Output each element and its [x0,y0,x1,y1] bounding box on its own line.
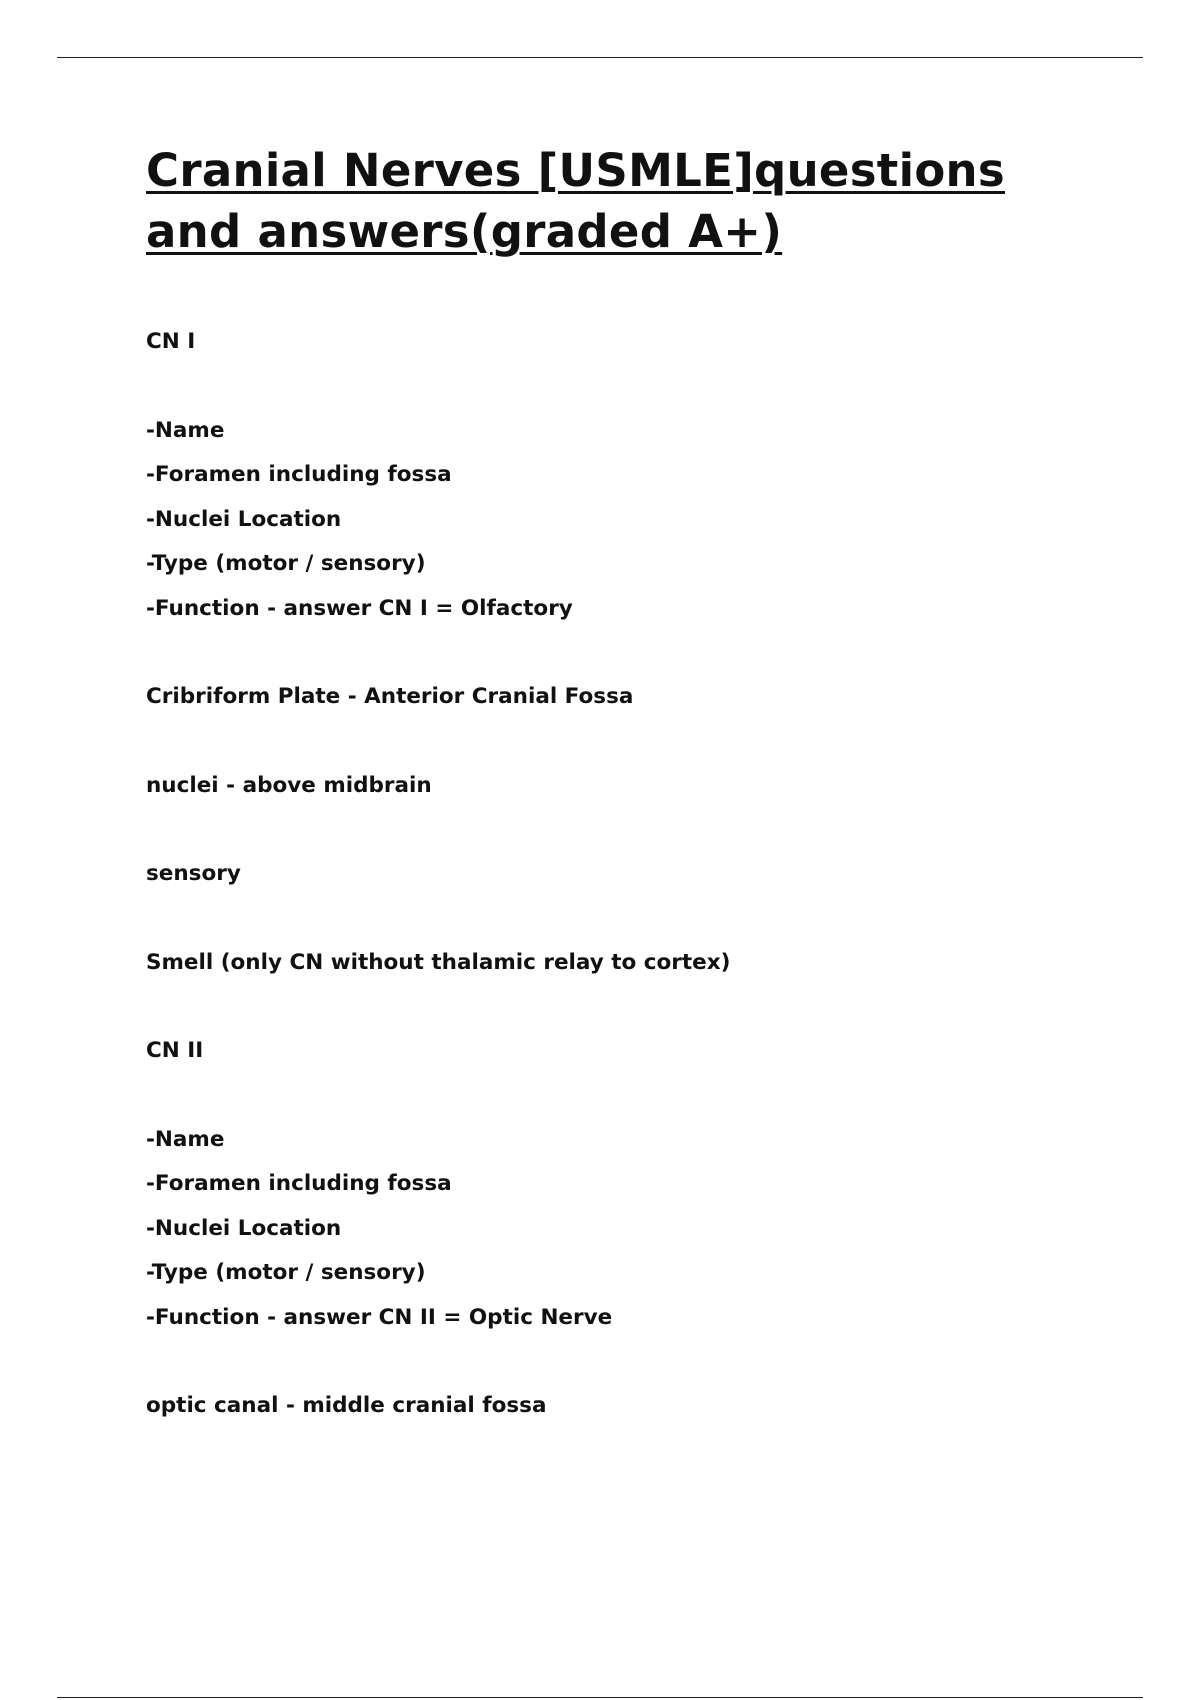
content-paragraph [146,675,1106,720]
text-line: -Nuclei Location [146,1215,342,1241]
header-rule [57,57,1143,58]
text-line: optic canal - middle cranial fossa [146,1393,547,1418]
document-title: Cranial Nerves [USMLE]questions and answers(graded A+) [146,144,1005,258]
content-paragraph [146,320,1106,365]
content-paragraph [146,941,1106,986]
content-paragraph [146,764,1106,809]
footer-rule [57,1697,1143,1698]
text-line: -Foramen including fossa [146,462,452,487]
text-line: -Name [146,1126,225,1152]
text-line: CN II [146,1038,204,1063]
qa-content [146,320,1106,1429]
text-line: -Type (motor / sensory) [146,1260,426,1285]
text-line: nuclei - above midbrain [146,772,432,798]
text-line: Smell (only CN without thalamic relay to cortex) [146,949,731,975]
text-line: -Function - answer CN I = Olfactory [146,595,573,621]
content-paragraph [146,852,1106,897]
content-paragraph [146,1118,1106,1341]
content-paragraph [146,409,1106,632]
content-paragraph [146,1384,1106,1429]
document-body [146,140,1106,1473]
text-line: -Foramen including fossa [146,1171,452,1196]
text-line: CN I [146,329,196,354]
text-line: -Function - answer CN II = Optic Nerve [146,1304,613,1330]
text-line: sensory [146,861,241,886]
text-line: -Type (motor / sensory) [146,551,426,576]
text-line: -Nuclei Location [146,506,342,532]
text-line: -Name [146,417,225,443]
content-paragraph [146,1029,1106,1074]
text-line: Cribriform Plate - Anterior Cranial Fossa [146,684,634,709]
